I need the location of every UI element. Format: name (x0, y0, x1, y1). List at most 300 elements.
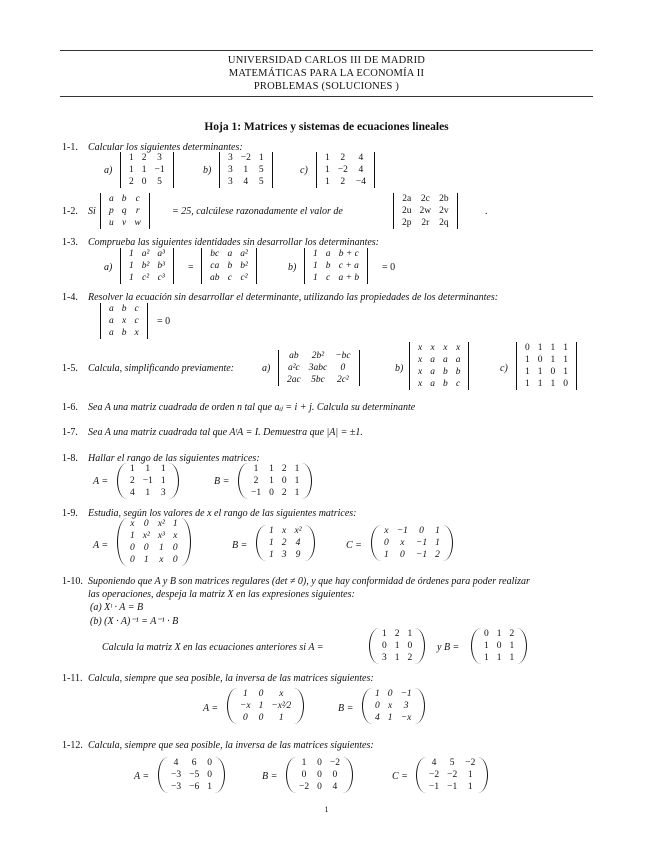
label-matrix-b: B = (262, 771, 278, 782)
problem-text: Hallar el rango de las siguientes matrices: (88, 453, 260, 464)
matrix-cell: 2w (419, 206, 432, 216)
matrix-row (126, 542, 182, 554)
matrix-cell: 1 (496, 629, 502, 639)
matrix-b (256, 525, 315, 561)
matrix-cell: 9 (295, 550, 301, 560)
matrix-row (206, 248, 252, 260)
matrix-cell: a (455, 355, 461, 365)
det-a (120, 152, 174, 188)
matrix-a (117, 518, 191, 566)
matrix-cell: c (227, 273, 232, 283)
matrix-cell: c³ (157, 273, 165, 283)
matrix-cell: 3 (382, 653, 387, 663)
matrix-c (371, 525, 453, 561)
matrix-cell: x (418, 355, 423, 365)
label-c: c) (300, 165, 308, 176)
matrix-b (362, 688, 425, 724)
matrix-cell: b (325, 261, 331, 271)
matrix-cell: 2p (402, 218, 412, 228)
matrix-c (416, 757, 488, 793)
matrix-cell: c + a (338, 261, 359, 271)
matrix-row (126, 487, 170, 499)
problem-text: Comprueba las siguientes identidades sin desarrollar los determinantes: (88, 237, 380, 248)
matrix-cell: 2 (281, 464, 287, 474)
matrix-row (425, 781, 479, 793)
matrix-cell: b (442, 367, 448, 377)
label-matrix-b: B = (338, 703, 354, 714)
matrix-cell: 0 (258, 689, 264, 699)
matrix-cell: 1 (294, 488, 300, 498)
sheet-title: Hoja 1: Matrices y sistemas de ecuaciones lineales (204, 121, 449, 133)
matrix-cell: 1 (143, 555, 149, 565)
matrix-cell: 3 (281, 550, 287, 560)
matrix-cell: −2 (299, 782, 310, 792)
matrix-cell: −2 (329, 758, 340, 768)
matrix-cell: −3 (171, 782, 182, 792)
matrix-cell: 2v (439, 206, 449, 216)
matrix-cell: 0 (301, 770, 307, 780)
matrix-cell: 2 (281, 538, 287, 548)
matrix-cell: 0 (484, 629, 489, 639)
matrix-cell: 2u (402, 206, 412, 216)
matrix-cell: 2 (394, 629, 400, 639)
matrix-row (480, 628, 518, 640)
matrix-cell: a (442, 355, 448, 365)
matrix-cell: 2q (439, 218, 449, 228)
matrix-cell: 0 (419, 526, 424, 536)
matrix-cell: 3 (160, 488, 166, 498)
matrix-cell: −2 (447, 770, 458, 780)
matrix-cell: 1 (537, 343, 543, 353)
matrix-row (206, 272, 252, 284)
matrix-row (125, 260, 169, 272)
matrix-row (283, 374, 355, 386)
matrix-cell: x³ (157, 531, 165, 541)
matrix-row (414, 342, 464, 354)
matrix-cell: 1 (467, 782, 473, 792)
matrix-cell: 1 (325, 165, 330, 175)
problem-text: Resolver la ecuación sin desarrollar el determinante, utilizando las propiedades de los determinantes: (88, 292, 499, 303)
problem-number: 1-3. (62, 237, 78, 248)
det-equation (100, 303, 148, 339)
matrix-cell: 1 (129, 261, 134, 271)
matrix-cell: a (430, 367, 435, 377)
header-subtitle: PROBLEMAS (SOLUCIONES ) (253, 81, 400, 92)
matrix-cell: 1 (563, 343, 568, 353)
matrix-cell: 0 (242, 713, 248, 723)
matrix-cell: 4 (332, 782, 338, 792)
matrix-cell: 1 (525, 355, 530, 365)
matrix-b (471, 628, 527, 664)
problem-number: 1-12. (62, 740, 83, 751)
matrix-row (126, 554, 182, 566)
matrix-cell: 4 (358, 165, 364, 175)
matrix-row (321, 164, 370, 176)
matrix-cell: 1 (278, 713, 284, 723)
matrix-row (371, 712, 416, 724)
matrix-cell: 1 (407, 629, 413, 639)
matrix-row (125, 176, 169, 188)
matrix-row (206, 260, 252, 272)
matrix-cell: −2 (240, 153, 251, 163)
matrix-cell: 1 (160, 476, 166, 486)
matrix-cell: −1 (400, 689, 412, 699)
matrix-cell: 0 (207, 758, 212, 768)
matrix-cell: 1 (563, 355, 568, 365)
matrix-cell: 1 (387, 713, 393, 723)
matrix-cell: x (400, 538, 405, 548)
matrix-cell: ab (289, 351, 299, 361)
label-matrix-a: A = (203, 703, 219, 714)
matrix-row (265, 549, 306, 561)
equals-zero: = 0 (382, 262, 396, 273)
label-b: b) (203, 165, 212, 176)
matrix-cell: x (130, 519, 135, 529)
matrix-row (414, 378, 464, 390)
matrix-cell: 1 (313, 261, 318, 271)
matrix-cell: 1 (242, 689, 248, 699)
matrix-cell: 0 (258, 713, 264, 723)
matrix-cell: 1 (467, 770, 473, 780)
problem-number: 1-5. (62, 363, 78, 374)
top-rule (60, 50, 593, 51)
problem-text-line2: las operaciones, despeja la matriz X en las expresiones siguientes: (88, 589, 355, 600)
matrix-cell: 2 (281, 488, 287, 498)
matrix-cell: 2b (439, 194, 449, 204)
matrix-cell: 1 (325, 153, 330, 163)
matrix-cell: x² (294, 526, 302, 536)
matrix-row (521, 342, 572, 354)
matrix-cell: 0 (143, 543, 149, 553)
matrix-cell: x (122, 316, 127, 326)
matrix-cell: 3 (228, 165, 233, 175)
matrix-cell: 1 (294, 476, 300, 486)
matrix-cell: −1 (154, 165, 165, 175)
problem-text-line1: Suponiendo que A y B son matrices regulares (det ≠ 0), y que hay conformidad de órdenes para poder realizar (88, 576, 530, 587)
matrix-row (224, 152, 268, 164)
matrix-row (380, 549, 444, 561)
item-a: (a) Xᵗ · A = B (90, 602, 144, 613)
matrix-row (371, 688, 416, 700)
matrix-cell: 0 (207, 770, 212, 780)
matrix-cell: 5 (449, 758, 455, 768)
matrix-cell: 1 (269, 526, 274, 536)
item-b: (b) (X · A)⁻¹ = A⁻¹ · B (90, 616, 179, 627)
matrix-cell: 1 (550, 343, 556, 353)
matrix-cell: 2a (402, 194, 412, 204)
matrix-cell: a (109, 316, 114, 326)
matrix-cell: c² (240, 273, 248, 283)
matrix-row (398, 217, 453, 229)
matrix-cell: x (134, 328, 139, 338)
matrix-cell: b (455, 367, 461, 377)
matrix-row (126, 530, 182, 542)
matrix-cell: 1 (394, 641, 400, 651)
matrix-cell: −1 (415, 550, 428, 560)
matrix-cell: −2 (337, 165, 348, 175)
matrix-cell: a (109, 304, 114, 314)
matrix-cell: a²c (287, 363, 300, 373)
det-vandermonde (120, 248, 174, 284)
matrix-row (295, 781, 344, 793)
matrix-cell: 2r (421, 218, 430, 228)
matrix-cell: 1 (129, 153, 134, 163)
matrix-cell: −x (400, 713, 412, 723)
matrix-row (105, 315, 143, 327)
matrix-cell: 2 (407, 653, 413, 663)
matrix-row (105, 193, 145, 205)
matrix-row (414, 366, 464, 378)
matrix-row (224, 164, 268, 176)
det-scaled (393, 193, 458, 229)
matrix-cell: 1 (435, 526, 440, 536)
label-matrix-b: B = (214, 476, 230, 487)
matrix-cell: x (418, 379, 423, 389)
matrix-cell: 0 (281, 476, 287, 486)
problem-number: 1-2. (62, 206, 78, 217)
matrix-cell: 3 (157, 153, 162, 163)
matrix-cell: 0 (143, 519, 149, 529)
matrix-cell: 1 (269, 464, 274, 474)
matrix-cell: 1 (130, 464, 135, 474)
matrix-row (126, 475, 170, 487)
label-matrix-a: A = (93, 540, 109, 551)
matrix-cell: 1 (145, 464, 151, 474)
matrix-cell: 0 (525, 343, 530, 353)
matrix-cell: x (418, 367, 423, 377)
problem-number: 1-10. (62, 576, 83, 587)
problem-text: Calcula, siempre que sea posible, la inversa de las matrices siguientes: (88, 673, 374, 684)
matrix-cell: 1 (207, 782, 212, 792)
matrix-cell: 1 (243, 165, 249, 175)
matrix-row (265, 525, 306, 537)
matrix-cell: 0 (375, 701, 380, 711)
matrix-cell: 0 (317, 770, 322, 780)
matrix-cell: b (227, 261, 233, 271)
matrix-row (398, 193, 453, 205)
equals-zero: = 0 (157, 316, 171, 327)
matrix-cell: 4 (243, 177, 249, 187)
label-matrix-b: B = (232, 540, 248, 551)
matrix-cell: 1 (129, 249, 134, 259)
problem-text: Sea A una matriz cuadrada tal que AᵗA = I. Demuestra que |A| = ±1. (88, 427, 363, 438)
matrix-cell: p (109, 206, 114, 216)
matrix-cell: q (121, 206, 127, 216)
matrix-cell: −bc (335, 351, 351, 361)
matrix-row (378, 640, 416, 652)
matrix-cell: −4 (355, 177, 366, 187)
matrix-cell: 0 (332, 770, 338, 780)
matrix-cell: b (121, 194, 127, 204)
matrix-cell: x (443, 343, 448, 353)
matrix-row (378, 628, 416, 640)
matrix-cell: a (227, 249, 233, 259)
period: . (485, 206, 488, 217)
matrix-cell: 4 (431, 758, 437, 768)
matrix-cell: 4 (375, 713, 380, 723)
matrix-cell: 1 (325, 177, 330, 187)
matrix-row (224, 176, 268, 188)
matrix-row (126, 463, 170, 475)
matrix-a (227, 688, 304, 724)
matrix-cell: a (430, 379, 435, 389)
matrix-cell: 0 (141, 177, 147, 187)
matrix-cell: u (109, 218, 114, 228)
matrix-cell: 1 (145, 488, 151, 498)
matrix-cell: b (442, 379, 448, 389)
matrix-cell: 4 (130, 488, 135, 498)
matrix-cell: 0 (563, 379, 568, 389)
matrix-cell: −1 (142, 476, 153, 486)
matrix-row (236, 700, 295, 712)
matrix-row (380, 537, 444, 549)
matrix-cell: a (325, 249, 331, 259)
matrix-row (521, 378, 572, 390)
matrix-cell: w (134, 218, 141, 228)
matrix-row (247, 487, 303, 499)
matrix-cell: 2c² (336, 375, 349, 385)
matrix-cell: 4 (173, 758, 179, 768)
matrix-cell: 1 (301, 758, 307, 768)
matrix-cell: a² (141, 249, 150, 259)
det-a (278, 350, 360, 386)
matrix-cell: −3 (171, 770, 182, 780)
label-a: a) (104, 165, 113, 176)
matrix-cell: 2 (130, 476, 135, 486)
matrix-row (378, 652, 416, 664)
matrix-cell: 0 (172, 555, 178, 565)
matrix-cell: 2 (435, 550, 440, 560)
det-sum (304, 248, 368, 284)
problem-text-pre: Si (88, 206, 96, 217)
matrix-cell: 2 (141, 153, 147, 163)
matrix-cell: 0 (537, 355, 543, 365)
matrix-row (425, 757, 479, 769)
matrix-b (238, 463, 312, 499)
matrix-cell: x (279, 689, 284, 699)
matrix-row (125, 164, 169, 176)
matrix-row (105, 303, 143, 315)
matrix-cell: 1 (537, 379, 543, 389)
matrix-row (480, 640, 518, 652)
matrix-row (295, 769, 344, 781)
matrix-row (125, 152, 169, 164)
matrix-cell: c (455, 379, 461, 389)
det-c (516, 342, 577, 390)
matrix-cell: 1 (269, 476, 274, 486)
matrix-cell: 1 (313, 249, 318, 259)
problem-text: Sea A una matriz cuadrada de orden n tal que aᵢⱼ = i + j. Calcula su determinante (88, 402, 416, 413)
matrix-a (158, 757, 225, 793)
matrix-cell: 0 (130, 555, 135, 565)
det-b (409, 342, 469, 390)
matrix-cell: 0 (399, 550, 405, 560)
label-c: c) (500, 363, 508, 374)
matrix-cell: 0 (407, 641, 413, 651)
matrix-cell: ab (210, 273, 220, 283)
matrix-cell: x (455, 343, 461, 353)
matrix-cell: a (109, 328, 114, 338)
matrix-cell: c (134, 316, 139, 326)
label-a: a) (104, 262, 113, 273)
matrix-cell: 2 (129, 177, 134, 187)
matrix-cell: 5 (258, 165, 264, 175)
matrix-cell: 3abc (308, 363, 328, 373)
matrix-cell: b² (240, 261, 248, 271)
det-abc (100, 193, 150, 229)
matrix-cell: 1 (525, 379, 530, 389)
matrix-cell: 4 (358, 153, 364, 163)
matrix-cell: 1 (375, 689, 380, 699)
label-matrix-c: C = (392, 771, 408, 782)
matrix-cell: a + b (338, 273, 360, 283)
matrix-cell: 2 (509, 629, 515, 639)
matrix-row (105, 327, 143, 339)
matrix-cell: 2b² (311, 351, 325, 361)
matrix-cell: 1 (525, 367, 530, 377)
matrix-cell: b² (141, 261, 150, 271)
matrix-row (247, 463, 303, 475)
det-b (219, 152, 273, 188)
matrix-cell: 5bc (311, 375, 325, 385)
matrix-cell: 0 (172, 543, 178, 553)
matrix-cell: 6 (191, 758, 197, 768)
matrix-cell: 2ac (287, 375, 301, 385)
matrix-cell: b³ (157, 261, 165, 271)
problem-number: 1-8. (62, 453, 78, 464)
matrix-a (369, 628, 425, 664)
label-b: b) (395, 363, 404, 374)
matrix-cell: x (388, 701, 393, 711)
matrix-cell: 1 (130, 531, 135, 541)
problem-text: Calcula, siempre que sea posible, la inversa de las matrices siguientes: (88, 740, 374, 751)
matrix-row (125, 272, 169, 284)
label-b: b) (288, 262, 297, 273)
matrix-cell: x (173, 531, 178, 541)
matrix-cell: −2 (465, 758, 476, 768)
matrix-row (480, 652, 518, 664)
matrix-cell: 1 (509, 641, 515, 651)
matrix-cell: 1 (509, 653, 515, 663)
matrix-cell: −1 (396, 526, 408, 536)
problem-number: 1-4. (62, 292, 78, 303)
matrix-cell: x (384, 526, 389, 536)
matrix-cell: 1 (563, 367, 568, 377)
matrix-cell: a³ (157, 249, 165, 259)
matrix-cell: bc (210, 249, 220, 259)
matrix-cell: 1 (313, 273, 318, 283)
matrix-cell: 2 (253, 476, 259, 486)
matrix-row (414, 354, 464, 366)
matrix-cell: x (430, 343, 435, 353)
and-b-text: y B = (437, 642, 460, 653)
calc-text: Calcula la matriz X en las ecuaciones anteriores si A = (102, 642, 324, 653)
label-a: a) (262, 363, 271, 374)
problem-number: 1-6. (62, 402, 78, 413)
matrix-cell: −5 (189, 770, 200, 780)
header-course: MATEMÁTICAS PARA LA ECONOMÍA II (228, 68, 425, 79)
matrix-cell: 1 (129, 165, 134, 175)
matrix-cell: c (134, 304, 139, 314)
matrix-cell: 0 (317, 758, 322, 768)
matrix-row (398, 205, 453, 217)
matrix-cell: 1 (294, 464, 300, 474)
matrix-row (265, 537, 306, 549)
matrix-cell: 5 (258, 177, 264, 187)
label-matrix-a: A = (134, 771, 150, 782)
matrix-row (309, 272, 363, 284)
matrix-cell: 0 (384, 538, 389, 548)
